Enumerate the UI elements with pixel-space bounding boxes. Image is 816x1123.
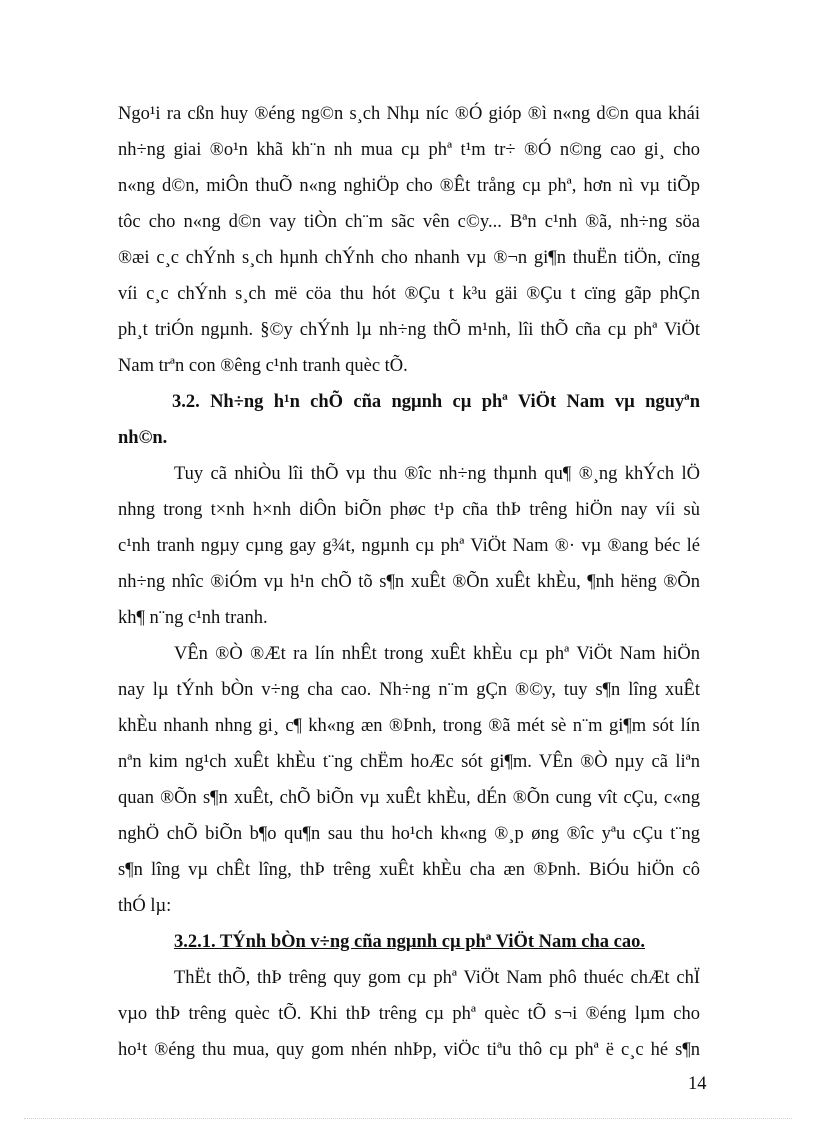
text-line: ho¹t ®éng thu mua, quy gom nhén nhÞp, viÖc tiªu thô cµ phª ë c¸c hé s¶n: [118, 1040, 700, 1060]
text-line: nh÷ng nhîc ®iÓm vµ h¹n chÕ tõ s¶n xuÊt ®Õn xuÊt khÈu, ¶nh hëng ®Õn: [118, 572, 700, 592]
text-line: ph¸t triÓn ngµnh. §©y chÝnh lµ nh÷ng thÕ m¹nh, lîi thÕ cña cµ phª ViÖt: [118, 320, 700, 340]
text-line: vµo thÞ trêng quèc tÕ. Khi thÞ trêng cµ phª quèc tÕ s¬i ®éng lµm cho: [118, 1004, 700, 1024]
text-line: Tuy cã nhiÒu lîi thÕ vµ thu ®îc nh÷ng thµnh qu¶ ®¸ng khÝch lÖ: [174, 464, 700, 484]
text-line: nghÖ chÕ biÕn b¶o qu¶n sau thu ho¹ch kh«ng ®¸p øng ®îc yªu cÇu t¨ng: [118, 824, 700, 844]
text-line: n«ng d©n, miÔn thuÕ n«ng nghiÖp cho ®Êt trång cµ phª, hơn nì vµ tiÕp: [118, 176, 700, 196]
heading-line: nh©n.: [118, 428, 168, 448]
page-number: 14: [688, 1074, 707, 1094]
text-line: nay lµ tÝnh bÒn v÷ng cha cao. Nh÷ng n¨m gÇn ®©y, tuy s¶n lîng xuÊt: [118, 680, 700, 700]
text-line: quan ®Õn s¶n xuÊt, chÕ biÕn vµ xuÊt khÈu, dÉn ®Õn cung vît cÇu, c«ng: [118, 788, 700, 808]
section-heading-3-2-1: [174, 930, 700, 954]
text-line: víi c¸c chÝnh s¸ch më cöa thu hót ®Çu t k³u gäi ®Çu t cïng gãp phÇn: [118, 284, 700, 304]
text-line: nªn kim ng¹ch xuÊt khÈu t¨ng chËm hoÆc sót gi¶m. VÊn ®Ò nµy cã liªn: [118, 752, 700, 772]
text-line: VÊn ®Ò ®Æt ra lín nhÊt trong xuÊt khÈu cµ phª ViÖt Nam hiÖn: [174, 644, 700, 664]
heading-line: 3.2. Nh÷ng h¹n chÕ cña ngµnh cµ phª ViÖt Nam vµ nguyªn: [172, 392, 700, 412]
text-line: s¶n lîng vµ chÊt lîng, thÞ trêng xuÊt khÈu cha æn ®Þnh. BiÓu hiÖn cô: [118, 860, 700, 880]
text-line: nhng trong t×nh h×nh diÔn biÕn phøc t¹p cña thÞ trêng hiÖn nay víi sù: [118, 500, 700, 520]
text-line: Ngo¹i ra cßn huy ®éng ng©n s¸ch Nhµ níc ®Ó gióp ®ì n«ng d©n qua khái: [118, 104, 700, 124]
text-line: tôc cho n«ng d©n vay tiÒn ch¨m sãc vên c©y... Bªn c¹nh ®ã, nh÷ng söa: [118, 212, 700, 232]
text-line: thÓ lµ:: [118, 896, 172, 916]
text-line: c¹nh tranh ngµy cµng gay g¾t, ngµnh cµ phª ViÖt Nam ®· vµ ®ang béc lé: [118, 536, 700, 556]
text-line: nh÷ng giai ®o¹n khã kh¨n nh mua cµ phª t¹m tr÷ ®Ó n©ng cao gi¸ cho: [118, 140, 700, 160]
heading-text: 3.2.1. TÝnh bÒn v÷ng cña ngµnh cµ phª ViÖt Nam cha cao.: [174, 932, 646, 952]
text-line: khÈu nhanh nhng gi¸ c¶ kh«ng æn ®Þnh, trong ®ã mét sè n¨m gi¶m sót lín: [118, 716, 700, 736]
text-line: ThËt thÕ, thÞ trêng quy gom cµ phª ViÖt Nam phô thuéc chÆt chÏ: [174, 968, 700, 988]
text-line: Nam trªn con ®êng c¹nh tranh quèc tÕ.: [118, 356, 408, 376]
text-line: ®æi c¸c chÝnh s¸ch hµnh chÝnh cho nhanh vµ ®¬n gi¶n thuËn tiÖn, cïng: [118, 248, 700, 268]
text-line: kh¶ n¨ng c¹nh tranh.: [118, 608, 268, 628]
footer-dotted-rule: [24, 1118, 792, 1119]
